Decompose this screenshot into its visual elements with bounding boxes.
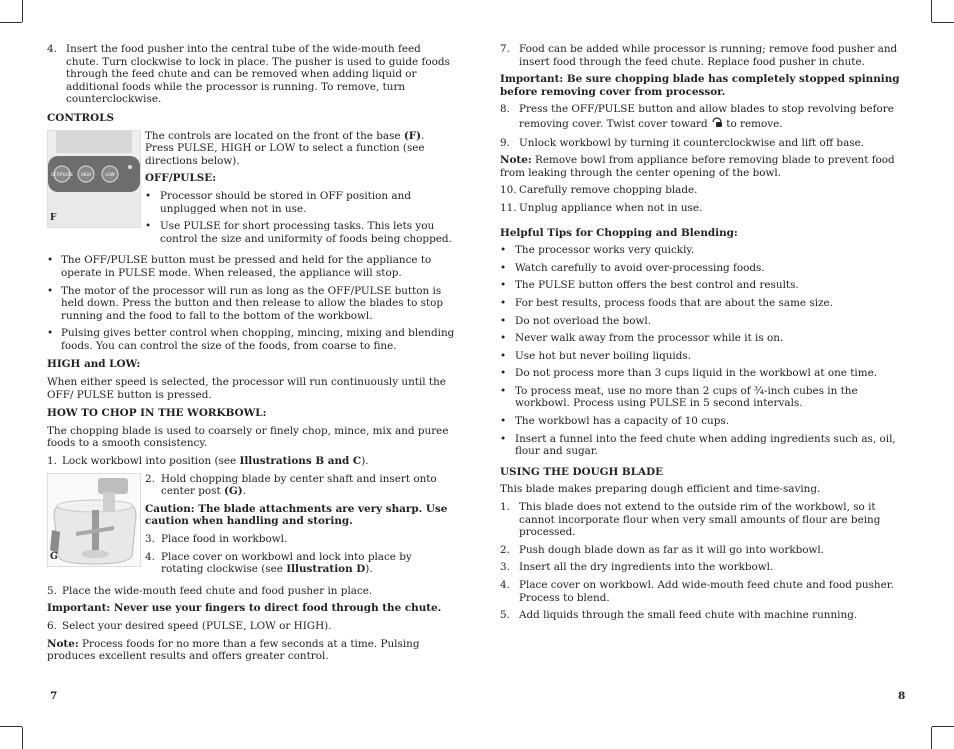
chop-steps-text bbox=[145, 473, 455, 581]
step-number: 2. bbox=[145, 472, 155, 485]
step-7 bbox=[500, 43, 910, 68]
figure-ref: (F) bbox=[403, 129, 422, 142]
note bbox=[500, 154, 910, 179]
text-run: . Press PULSE, HIGH or LOW to select a function (see directions below). bbox=[145, 129, 425, 167]
tip-text: Use hot but never boiling liquids. bbox=[515, 349, 692, 362]
blade-insertion-illustration bbox=[48, 474, 140, 566]
crop-mark bbox=[22, 0, 23, 22]
tip-item bbox=[500, 332, 910, 345]
figure-label: F bbox=[50, 212, 57, 223]
dough-step bbox=[500, 579, 910, 604]
step-1 bbox=[47, 455, 455, 468]
step-text: Select your desired speed (PULSE, LOW or HIGH). bbox=[62, 619, 332, 632]
figure-ref: Illustrations B and C bbox=[239, 455, 362, 468]
important-text: Important: Never use your fingers to direct food through the chute. bbox=[47, 602, 442, 615]
controls-intro bbox=[145, 130, 455, 168]
chop-steps-section bbox=[47, 473, 455, 581]
step-2 bbox=[145, 473, 455, 498]
bullet-glyph: • bbox=[500, 432, 507, 445]
figure-label: G bbox=[50, 552, 58, 563]
figure-ref: (G) bbox=[223, 485, 243, 498]
crop-mark bbox=[0, 22, 22, 23]
bullet-text: Pulsing gives better control when chopping, mincing, mixing and blending foods. You can control the size of the foods, from coarse to fine. bbox=[61, 327, 455, 352]
step-number: 10. bbox=[500, 184, 517, 197]
bullet-item: • The motor of the processor will run as long as the OFF/PULSE button is held down. Press the button and then release to allow the blades to stop running and the food to fall to the bottom of the workbowl. bbox=[47, 285, 455, 323]
tip-item bbox=[500, 367, 910, 380]
tip-item bbox=[500, 350, 910, 363]
low-button-label: LOW bbox=[105, 171, 115, 177]
figure-ref: Illustration D bbox=[286, 563, 366, 576]
step-number: 5. bbox=[500, 609, 510, 622]
step-text: Place food in workbowl. bbox=[161, 533, 288, 545]
dough-step bbox=[500, 544, 910, 557]
tips-list bbox=[500, 244, 910, 458]
unlock-arrow-icon bbox=[711, 116, 723, 132]
dough-heading: USING THE DOUGH BLADE bbox=[500, 465, 664, 478]
tip-text: Never walk away from the processor while it is on. bbox=[515, 332, 784, 345]
bullet-text: The motor of the processor will run as long as the OFF/PULSE button is held down. Press the button and then release to allow the blades to stop running and the food to fall to the bottom of the workbowl. bbox=[61, 284, 444, 322]
bullet-glyph: • bbox=[500, 367, 507, 380]
tip-item bbox=[500, 385, 910, 410]
bullet-glyph: • bbox=[500, 349, 507, 362]
step-3 bbox=[145, 533, 455, 546]
high-button-label: HIGH bbox=[80, 171, 92, 177]
bullet-glyph: • bbox=[500, 279, 507, 292]
step-4 bbox=[47, 43, 455, 106]
step-5 bbox=[47, 585, 455, 598]
step-text: Unplug appliance when not in use. bbox=[519, 201, 703, 214]
step-text: Add liquids through the small feed chute with machine running. bbox=[519, 609, 858, 622]
note-text: Remove bowl from appliance before removing blade to prevent food from leaking through the center opening of the bowl. bbox=[500, 154, 895, 179]
chop-heading: HOW TO CHOP IN THE WORKBOWL: bbox=[47, 407, 267, 420]
high-low-heading: HIGH and LOW: bbox=[47, 358, 141, 371]
controls-heading: CONTROLS bbox=[47, 111, 115, 124]
tip-item bbox=[500, 415, 910, 428]
illustration-f bbox=[47, 130, 141, 228]
chop-intro: The chopping blade is used to coarsely or finely chop, mince, mix and puree foods to a smooth consistency. bbox=[47, 424, 449, 450]
dough-intro: This blade makes preparing dough efficient and time-saving. bbox=[500, 483, 821, 496]
tip-text: Watch carefully to avoid over-processing foods. bbox=[515, 261, 765, 274]
tips-heading: Helpful Tips for Chopping and Blending: bbox=[500, 226, 738, 239]
step-text: Place the wide-mouth feed chute and food pusher in place. bbox=[62, 584, 373, 597]
crop-mark bbox=[931, 727, 932, 749]
note bbox=[47, 638, 455, 663]
crop-mark bbox=[22, 727, 23, 749]
step-number: 4. bbox=[145, 550, 155, 563]
text-run: The controls are located on the front of the base bbox=[145, 129, 404, 142]
step-text: Unlock workbowl by turning it counterclockwise and lift off base. bbox=[519, 136, 865, 149]
step-11 bbox=[500, 202, 910, 215]
step-text: This blade does not extend to the outside rim of the workbowl, so it cannot incorporate flour when very small amounts of flour are being processed. bbox=[519, 501, 881, 539]
step-text: Insert all the dry ingredients into the workbowl. bbox=[519, 561, 774, 574]
bullet-glyph: • bbox=[500, 314, 507, 327]
crop-mark bbox=[932, 22, 954, 23]
step-number: 1. bbox=[47, 455, 57, 468]
tip-item bbox=[500, 297, 910, 310]
tip-text: Insert a funnel into the feed chute when adding ingredients such as, oil, flour and sugar. bbox=[515, 432, 896, 458]
step-8 bbox=[500, 103, 910, 131]
step-text: Insert the food pusher into the central tube of the wide-mouth feed chute. Turn clockwise to lock in place. The pusher is used to guide foods through the feed chute and can be removed when adding liquid or additional foods while the processor is running. To remove, turn counterclockwise. bbox=[66, 43, 450, 106]
crop-mark bbox=[0, 726, 22, 727]
step-text: Food can be added while processor is running; remove food pusher and insert food through the feed chute. Replace food pusher in chute. bbox=[519, 43, 898, 68]
note-text: Process foods for no more than a few seconds at a time. Pulsing produces excellent results and offers greater control. bbox=[47, 637, 420, 663]
step-number: 7. bbox=[500, 43, 510, 55]
tip-text: The workbowl has a capacity of 10 cups. bbox=[515, 415, 730, 428]
bullet-item: • Use PULSE for short processing tasks. This lets you control the size and uniformity of foods being chopped. bbox=[145, 220, 455, 245]
crop-mark bbox=[932, 726, 954, 727]
bullet-glyph: • bbox=[500, 415, 507, 428]
dough-steps-list bbox=[500, 501, 910, 622]
page-number-right: 8 bbox=[898, 690, 906, 702]
dough-step bbox=[500, 501, 910, 539]
step-number: 4. bbox=[47, 43, 57, 55]
bullet-item: • The OFF/PULSE button must be pressed and held for the appliance to operate in PULSE mode. When released, the appliance will stop. bbox=[47, 254, 455, 279]
tip-text: Do not process more than 3 cups liquid in the workbowl at one time. bbox=[515, 367, 878, 380]
tip-text: The PULSE button offers the best control and results. bbox=[515, 279, 799, 292]
tip-text: For best results, process foods that are about the same size. bbox=[515, 296, 833, 309]
bullet-item: • Pulsing gives better control when chopping, mincing, mixing and blending foods. You can control the size of the foods, from coarse to fine. bbox=[47, 327, 455, 352]
controls-text bbox=[145, 130, 455, 251]
bullet-text: The OFF/PULSE button must be pressed and held for the appliance to operate in PULSE mode. When released, the appliance will stop. bbox=[61, 254, 432, 279]
important-text: Important: Be sure chopping blade has completely stopped spinning before removing cover from processor. bbox=[500, 73, 900, 98]
text-run: to remove. bbox=[722, 117, 783, 130]
step-number: 4. bbox=[500, 579, 510, 591]
tip-text: The processor works very quickly. bbox=[515, 244, 695, 257]
bullet-item: • Processor should be stored in OFF position and unplugged when not in use. bbox=[145, 190, 455, 215]
controls-section bbox=[47, 130, 455, 251]
tip-item bbox=[500, 315, 910, 328]
text-run: ). bbox=[365, 563, 373, 576]
illustration-g bbox=[47, 473, 141, 567]
step-number: 11. bbox=[500, 201, 517, 214]
step-6 bbox=[47, 620, 455, 633]
left-page bbox=[47, 43, 455, 668]
step-text: Push dough blade down as far as it will go into workbowl. bbox=[519, 543, 825, 556]
note-label: Note: bbox=[47, 637, 79, 650]
right-page bbox=[500, 43, 910, 627]
text-run: Hold chopping blade by center shaft and insert onto center post bbox=[161, 472, 437, 498]
control-panel-illustration bbox=[48, 131, 140, 227]
crop-mark bbox=[931, 0, 932, 22]
step-number: 2. bbox=[500, 543, 510, 556]
bullet-glyph: • bbox=[500, 261, 507, 274]
off-pulse-button-label: OFF/PULSE bbox=[51, 171, 73, 177]
step-10 bbox=[500, 184, 910, 197]
bullet-glyph: • bbox=[500, 332, 507, 345]
tip-item bbox=[500, 433, 910, 458]
note-label: Note: bbox=[500, 154, 532, 167]
dough-step bbox=[500, 561, 910, 574]
step-text: Carefully remove chopping blade. bbox=[519, 184, 698, 197]
text-run: . bbox=[242, 485, 247, 498]
step-9 bbox=[500, 137, 910, 150]
step-text: Place cover on workbowl. Add wide-mouth feed chute and food pusher. Process to blend. bbox=[519, 579, 894, 604]
bullet-glyph: • bbox=[500, 296, 507, 309]
step-number: 5. bbox=[47, 584, 57, 597]
tip-item bbox=[500, 244, 910, 257]
text-run: Lock workbowl into position (see bbox=[62, 455, 240, 468]
step-number: 8. bbox=[500, 103, 510, 116]
step-number: 3. bbox=[500, 561, 510, 574]
bullet-glyph: • bbox=[500, 384, 507, 397]
bullet-glyph: • bbox=[500, 244, 507, 257]
bullet-text: Use PULSE for short processing tasks. This lets you control the size and uniformity of foods being chopped. bbox=[160, 220, 452, 245]
caution-text: Caution: The blade attachments are very sharp. Use caution when handling and storing. bbox=[145, 502, 448, 528]
step-number: 9. bbox=[500, 136, 510, 149]
step-number: 6. bbox=[47, 619, 57, 632]
off-pulse-heading: OFF/PULSE: bbox=[145, 172, 217, 185]
page-number-left: 7 bbox=[50, 690, 58, 702]
tip-item bbox=[500, 262, 910, 275]
step-number: 1. bbox=[500, 501, 510, 514]
bullet-text: Processor should be stored in OFF position and unplugged when not in use. bbox=[160, 189, 411, 215]
text-run: Place cover on workbowl and lock into place by rotating clockwise (see bbox=[161, 550, 412, 576]
tip-text: Do not overload the bowl. bbox=[515, 314, 652, 327]
text-run: Press the OFF/PULSE button and allow blades to stop revolving before removing cover. Twist cover toward bbox=[519, 103, 894, 130]
step-number: 3. bbox=[145, 533, 155, 545]
tip-text: To process meat, use no more than 2 cups of ¾-inch cubes in the workbowl. Process using PULSE in 5 second intervals. bbox=[515, 384, 858, 410]
tip-item bbox=[500, 279, 910, 292]
dough-step bbox=[500, 609, 910, 622]
text-run: ). bbox=[361, 455, 369, 468]
step-4-cover bbox=[145, 551, 455, 576]
high-low-text: When either speed is selected, the processor will run continuously until the OFF/ PULSE button is pressed. bbox=[47, 376, 446, 401]
